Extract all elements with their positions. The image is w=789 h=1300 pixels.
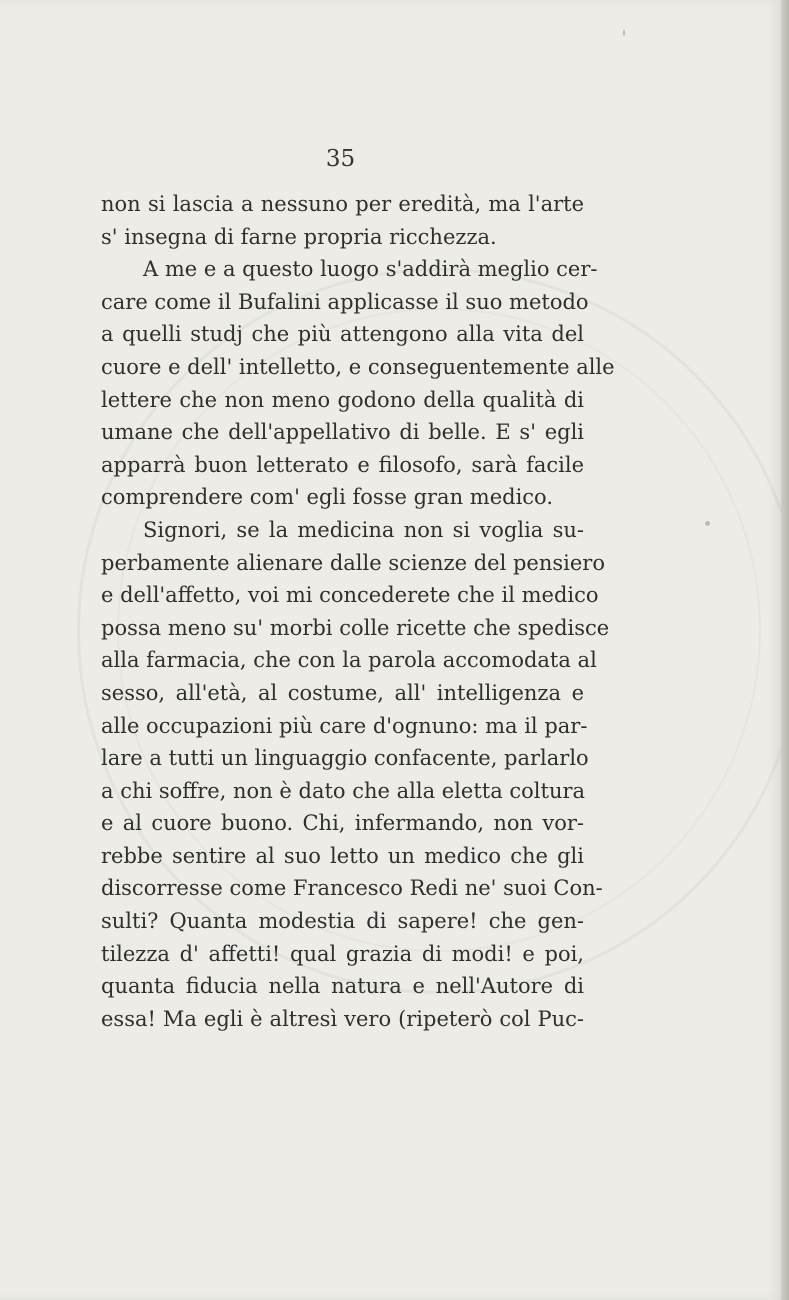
text-line: lettere che non meno godono della qualità di bbox=[101, 387, 584, 412]
text-line: quanta fiducia nella natura e nell'Autore di bbox=[101, 974, 584, 999]
paper-speck bbox=[705, 521, 710, 526]
text-line: A me e a questo luogo s'addirà meglio cer- bbox=[143, 257, 598, 282]
text-line: tilezza d' affetti! qual grazia di modi! e poi, bbox=[101, 941, 584, 966]
text-line: a chi soffre, non è dato che alla eletta coltura bbox=[101, 778, 586, 803]
text-line: Signori, se la medicina non si voglia su- bbox=[143, 517, 584, 542]
page-number: 35 bbox=[325, 146, 356, 172]
text-line: umane che dell'appellativo di belle. E s' egli bbox=[101, 420, 584, 445]
text-line: a quelli studj che più attengono alla vita del bbox=[101, 322, 584, 347]
text-line: comprendere com' egli fosse gran medico. bbox=[101, 485, 553, 510]
text-line: sesso, all'età, al costume, all' intelligenza e bbox=[101, 680, 584, 705]
text-line: cuore e dell' intelletto, e conseguentemente alle bbox=[101, 354, 615, 379]
text-line: essa! Ma egli è altresì vero (ripeterò col Puc- bbox=[101, 1006, 584, 1031]
text-line: care come il Bufalini applicasse il suo metodo bbox=[101, 289, 589, 314]
page-edge bbox=[781, 0, 789, 1300]
text-line: non si lascia a nessuno per eredità, ma l'arte bbox=[101, 192, 584, 216]
text-line: alle occupazioni più care d'ognuno: ma il par- bbox=[101, 713, 588, 738]
text-line: s' insegna di farne propria ricchezza. bbox=[101, 224, 497, 249]
body-text bbox=[101, 188, 615, 1035]
text-line: rebbe sentire al suo letto un medico che gli bbox=[101, 843, 584, 868]
paper-speck bbox=[623, 30, 625, 36]
text-line: apparrà buon letterato e filosofo, sarà facile bbox=[101, 452, 584, 477]
text-line: e al cuore buono. Chi, infermando, non vor- bbox=[101, 811, 584, 836]
text-line: alla farmacia, che con la parola accomodata al bbox=[101, 648, 597, 673]
text-line: perbamente alienare dalle scienze del pensiero bbox=[101, 550, 605, 575]
text-line: e dell'affetto, voi mi concederete che il medico bbox=[101, 583, 599, 608]
text-line: sulti? Quanta modestia di sapere! che gen- bbox=[101, 909, 584, 934]
text-line: lare a tutti un linguaggio confacente, parlarlo bbox=[101, 746, 589, 771]
text-line: discorresse come Francesco Redi ne' suoi Con- bbox=[101, 876, 603, 901]
text-line: possa meno su' morbi colle ricette che spedisce bbox=[101, 615, 610, 640]
